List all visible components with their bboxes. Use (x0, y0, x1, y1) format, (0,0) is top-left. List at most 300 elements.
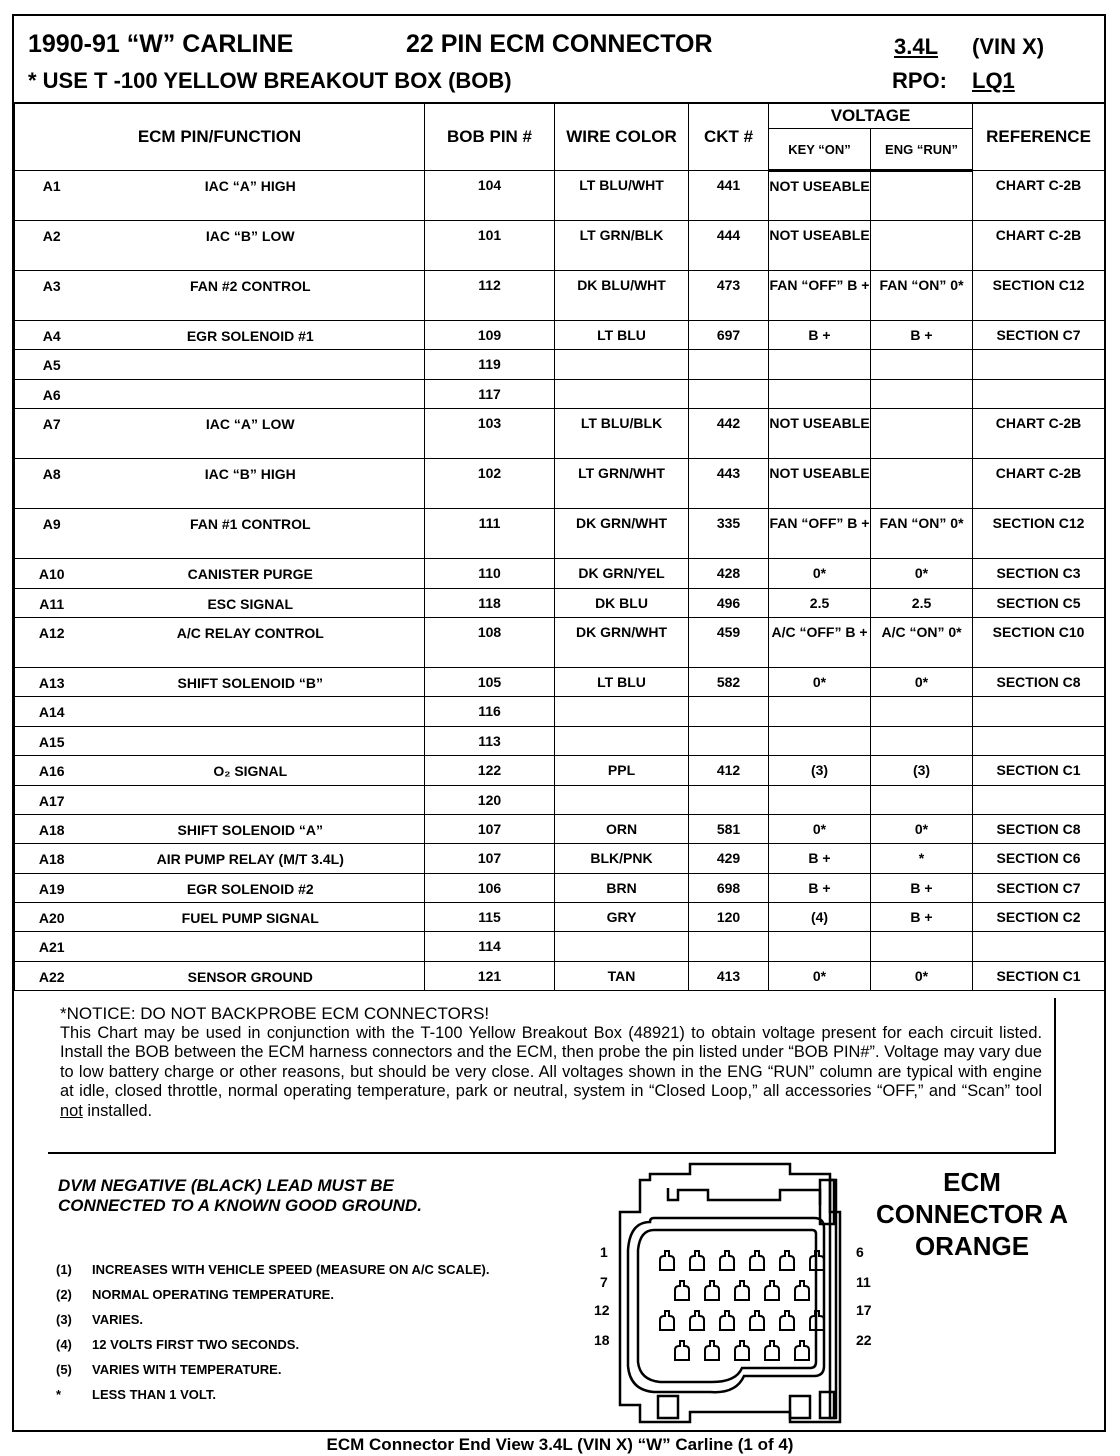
cell-key-on (769, 409, 871, 459)
cell-wire-color (555, 697, 689, 726)
cell-bob-pin (425, 961, 555, 990)
cell-pin-text: A10 (38, 566, 65, 583)
connector-pin-socket (765, 1341, 779, 1360)
cell-wire-color (555, 321, 689, 350)
cell-reference-text: SECTION C7 (996, 327, 1081, 343)
cell-pin-text: A22 (38, 968, 65, 985)
cell-key-on-text: B + (808, 850, 831, 867)
cell-pin (15, 932, 77, 961)
cell-key-on (769, 961, 871, 990)
cell-function-text: EGR SOLENOID #2 (186, 880, 314, 897)
cell-function (77, 379, 425, 408)
footnote-text: INCREASES WITH VEHICLE SPEED (MEASURE ON A/C SCALE). (92, 1262, 490, 1277)
cell-ckt (689, 873, 769, 902)
cell-key-on (769, 726, 871, 755)
cell-pin (15, 409, 77, 459)
cell-function (77, 873, 425, 902)
cell-pin (15, 321, 77, 350)
cell-function (77, 221, 425, 271)
cell-bob-pin-text: 105 (477, 673, 502, 690)
cell-reference-text: SECTION C8 (996, 673, 1081, 690)
cell-reference-text (973, 727, 1104, 731)
cell-pin (15, 271, 77, 321)
connector-label-line3: ORANGE (914, 1231, 1030, 1261)
cell-pin (15, 785, 77, 814)
cell-ckt-text: 443 (716, 465, 741, 482)
table-row (15, 667, 1105, 696)
cell-pin-text: A15 (38, 733, 65, 750)
cell-pin-text: A14 (38, 704, 65, 721)
footnote-text: VARIES. (92, 1312, 144, 1327)
cell-reference-text (973, 380, 1104, 384)
cell-pin (15, 697, 77, 726)
footnote-item (56, 1287, 490, 1312)
connector-pin-socket (705, 1341, 719, 1360)
cell-wire-color (555, 844, 689, 873)
table-row (15, 171, 1105, 221)
cell-function-text (77, 350, 425, 355)
cell-reference (973, 588, 1105, 617)
footnote-text: 12 VOLTS FIRST TWO SECONDS. (92, 1337, 300, 1352)
cell-function (77, 932, 425, 961)
cell-pin (15, 726, 77, 755)
connector-pin-socket (720, 1251, 734, 1270)
cell-wire-color (555, 667, 689, 696)
cell-wire-color (555, 932, 689, 961)
cell-wire-color (555, 785, 689, 814)
cell-bob-pin (425, 814, 555, 843)
cell-pin-text: A1 (42, 178, 61, 194)
cell-wire-color-text: LT GRN/WHT (578, 465, 665, 482)
header-voltage: VOLTAGE (769, 103, 973, 129)
cell-ckt-text: 429 (716, 850, 741, 867)
cell-bob-pin (425, 171, 555, 221)
cell-key-on-text: (4) (810, 909, 829, 926)
cell-function-text: SHIFT SOLENOID “B” (177, 674, 323, 691)
cell-pin (15, 903, 77, 932)
cell-bob-pin-text: 109 (477, 327, 502, 343)
cell-pin (15, 509, 77, 559)
cell-ckt (689, 459, 769, 509)
connector-label-line2: CONNECTOR A (875, 1199, 1069, 1229)
cell-eng-run (871, 814, 973, 843)
cell-reference-text: SECTION C10 (992, 623, 1085, 640)
cell-bob-pin (425, 271, 555, 321)
footnote-text: NORMAL OPERATING TEMPERATURE. (92, 1287, 334, 1302)
cell-eng-run-text: B + (910, 327, 933, 343)
table-row (15, 726, 1105, 755)
cell-function-text: IAC “B” LOW (205, 228, 295, 244)
connector-pin-socket (720, 1311, 734, 1330)
cell-wire-color-text: LT BLU (597, 327, 646, 343)
cell-bob-pin-text: 110 (478, 565, 501, 582)
connector-label (862, 1166, 1082, 1262)
connector-label-line1: ECM (943, 1167, 1001, 1197)
cell-reference (973, 459, 1105, 509)
header-eng-run: ENG “RUN” (871, 129, 973, 171)
cell-ckt (689, 903, 769, 932)
cell-eng-run (871, 844, 973, 873)
connector-pin-socket (750, 1251, 764, 1270)
cell-pin-text: A18 (38, 821, 65, 838)
cell-function-text: FAN #2 CONTROL (189, 278, 311, 294)
cell-pin-text: A16 (38, 763, 65, 780)
cell-function (77, 409, 425, 459)
cell-wire-color-text: BLK/PNK (590, 850, 653, 867)
cell-bob-pin (425, 873, 555, 902)
header-key-on: KEY “ON” (769, 129, 871, 171)
cell-key-on-text: 0* (812, 565, 827, 582)
cell-reference (973, 873, 1105, 902)
cell-key-on-text (769, 350, 870, 354)
cell-bob-pin-text: 113 (478, 732, 501, 749)
cell-wire-color-text: LT BLU (597, 673, 646, 690)
cell-bob-pin-text: 103 (477, 415, 502, 432)
cell-ckt-text: 581 (716, 820, 741, 837)
pin-label-6: 6 (856, 1244, 864, 1260)
cell-eng-run-text: B + (910, 879, 933, 896)
cell-eng-run (871, 873, 973, 902)
pin-label-17: 17 (856, 1302, 872, 1318)
cell-reference (973, 903, 1105, 932)
notice-title: *NOTICE: DO NOT BACKPROBE ECM CONNECTORS! (60, 1004, 490, 1023)
cell-key-on (769, 559, 871, 588)
cell-pin-text: A13 (38, 674, 65, 691)
cell-reference (973, 667, 1105, 696)
cell-bob-pin-text: 115 (478, 909, 501, 926)
table-row (15, 814, 1105, 843)
cell-eng-run-text: A/C “ON” 0* (881, 623, 962, 640)
cell-wire-color (555, 379, 689, 408)
notice-box (48, 998, 1056, 1154)
cell-function-text (77, 932, 425, 937)
footnote-key: (5) (56, 1362, 72, 1377)
cell-eng-run (871, 697, 973, 726)
cell-function-text: IAC “A” LOW (205, 416, 295, 433)
notice-body-post: installed. (82, 1101, 153, 1120)
cell-reference-text (973, 697, 1104, 701)
cell-function-text (77, 727, 425, 732)
table-row (15, 961, 1105, 990)
cell-ckt (689, 726, 769, 755)
cell-ckt (689, 785, 769, 814)
cell-function-text: FUEL PUMP SIGNAL (181, 910, 319, 927)
cell-ckt-text: 412 (716, 762, 741, 779)
cell-pin-text: A12 (38, 624, 65, 641)
cell-pin (15, 221, 77, 271)
footnote-item (56, 1362, 490, 1387)
cell-key-on-text: NOT USEABLE (769, 227, 870, 243)
cell-pin-text: A9 (42, 516, 61, 533)
cell-reference (973, 726, 1105, 755)
cell-pin (15, 459, 77, 509)
cell-eng-run (871, 588, 973, 617)
connector-pin-socket (765, 1281, 779, 1300)
connector-pin-socket (780, 1311, 794, 1330)
cell-pin (15, 873, 77, 902)
cell-bob-pin-text: 122 (477, 762, 502, 779)
cell-bob-pin (425, 321, 555, 350)
cell-ckt-text: 120 (716, 909, 741, 926)
connector-pin-socket (660, 1311, 674, 1330)
cell-eng-run (871, 409, 973, 459)
cell-pin (15, 617, 77, 667)
cell-key-on-text: FAN “OFF” B + (769, 515, 870, 532)
cell-wire-color (555, 873, 689, 902)
cell-wire-color (555, 588, 689, 617)
cell-wire-color-text: LT BLU/BLK (580, 415, 663, 432)
cell-reference-text (973, 932, 1104, 936)
cell-wire-color (555, 756, 689, 785)
cell-bob-pin-text: 117 (478, 385, 501, 402)
carline-title: 1990-91 “W” CARLINE (28, 30, 294, 58)
cell-pin-text: A8 (42, 466, 61, 483)
cell-wire-color-text (555, 786, 688, 790)
cell-bob-pin-text: 118 (478, 594, 501, 611)
table-row (15, 756, 1105, 785)
cell-key-on (769, 814, 871, 843)
cell-function-text: AIR PUMP RELAY (M/T 3.4L) (156, 851, 344, 868)
cell-eng-run (871, 667, 973, 696)
cell-ckt (689, 932, 769, 961)
cell-function (77, 459, 425, 509)
cell-pin (15, 588, 77, 617)
engine-size: 3.4L (894, 34, 939, 59)
cell-ckt (689, 271, 769, 321)
rpo-label: RPO: (892, 68, 947, 93)
cell-ckt (689, 697, 769, 726)
cell-reference (973, 814, 1105, 843)
cell-eng-run-text: 2.5 (911, 594, 932, 611)
cell-wire-color-text (555, 350, 688, 354)
cell-ckt-text: 697 (716, 327, 741, 343)
cell-eng-run (871, 726, 973, 755)
cell-ckt-text (689, 727, 768, 731)
header-bob-pin: BOB PIN # (425, 103, 555, 171)
cell-function-text (77, 380, 425, 385)
cell-pin-text: A7 (42, 416, 61, 433)
cell-function (77, 509, 425, 559)
cell-reference-text: SECTION C3 (996, 565, 1081, 582)
cell-eng-run-text: FAN “ON” 0* (879, 515, 964, 532)
cell-key-on (769, 697, 871, 726)
cell-wire-color-text: ORN (605, 820, 638, 837)
cell-key-on-text: FAN “OFF” B + (769, 277, 870, 293)
cell-ckt-text: 441 (716, 177, 741, 193)
rpo-value: LQ1 (972, 68, 1015, 93)
cell-key-on-text (769, 786, 870, 790)
cell-pin (15, 814, 77, 843)
cell-eng-run (871, 617, 973, 667)
cell-function (77, 961, 425, 990)
cell-key-on-text: 0* (812, 673, 827, 690)
cell-reference-text: SECTION C12 (992, 277, 1085, 293)
cell-reference-text: CHART C-2B (995, 177, 1082, 193)
cell-pin-text: A6 (42, 386, 61, 403)
header-ckt: CKT # (689, 103, 769, 171)
cell-function (77, 667, 425, 696)
cell-ckt (689, 617, 769, 667)
connector-pin-socket (735, 1341, 749, 1360)
cell-ckt (689, 814, 769, 843)
cell-reference (973, 961, 1105, 990)
cell-eng-run-text: B + (910, 909, 933, 926)
table-row (15, 321, 1105, 350)
footnote-item (56, 1337, 490, 1362)
cell-pin-text: A17 (38, 792, 65, 809)
cell-reference-text: SECTION C5 (996, 594, 1081, 611)
footnotes (56, 1262, 490, 1412)
cell-pin (15, 844, 77, 873)
cell-key-on (769, 932, 871, 961)
cell-function-text: EGR SOLENOID #1 (186, 328, 314, 344)
cell-eng-run-text: 0* (914, 967, 929, 984)
cell-wire-color-text: DK GRN/WHT (576, 623, 668, 640)
cell-eng-run-text (871, 409, 972, 413)
cell-key-on-text: B + (808, 879, 831, 896)
cell-reference (973, 844, 1105, 873)
cell-eng-run (871, 171, 973, 221)
cell-eng-run (871, 559, 973, 588)
cell-ckt (689, 559, 769, 588)
cell-eng-run-text: 0* (914, 673, 929, 690)
cell-wire-color-text: DK GRN/YEL (578, 565, 665, 582)
cell-wire-color-text: GRY (606, 909, 637, 926)
table-row (15, 588, 1105, 617)
cell-key-on (769, 321, 871, 350)
table-row (15, 559, 1105, 588)
cell-ckt (689, 667, 769, 696)
cell-ckt-text: 473 (716, 277, 741, 293)
footnote-key: * (56, 1387, 62, 1402)
cell-pin (15, 379, 77, 408)
cell-bob-pin-text: 121 (477, 967, 502, 984)
cell-ckt (689, 350, 769, 379)
cell-key-on (769, 785, 871, 814)
figure-caption: ECM Connector End View 3.4L (VIN X) “W” Carline (1 of 4) (326, 1435, 794, 1454)
cell-reference-text: SECTION C12 (992, 515, 1085, 532)
cell-key-on (769, 873, 871, 902)
cell-key-on-text: NOT USEABLE (769, 178, 870, 194)
bob-note: * USE T -100 YELLOW BREAKOUT BOX (BOB) (28, 68, 512, 93)
footnote-text: LESS THAN 1 VOLT. (92, 1387, 216, 1402)
notice-body-pre: This Chart may be used in conjunction with the T-100 Yellow Breakout Box (48921) to obtain voltage present for each circuit listed. Install the BOB between the ECM harness connectors and the ECM, then probe the pin listed under “BOB PIN#”. Voltage may vary due to low battery charge or other reasons, but should be very close. All voltages shown in the ENG “RUN” column are typical with engine at idle, closed throttle, normal operating temperature, park or neutral, system in “Closed Loop,” all accessories “OFF,” and “Scan” tool (60, 1023, 1042, 1100)
connector-pin-socket (795, 1341, 809, 1360)
footnote-item (56, 1312, 490, 1337)
cell-function-text: IAC “B” HIGH (204, 466, 296, 483)
cell-bob-pin-text: 112 (478, 277, 501, 293)
cell-pin (15, 559, 77, 588)
cell-key-on-text: 2.5 (809, 594, 830, 611)
cell-ckt (689, 588, 769, 617)
cell-bob-pin (425, 221, 555, 271)
cell-wire-color-text: LT BLU/WHT (579, 177, 664, 193)
cell-ckt (689, 221, 769, 271)
cell-reference-text: SECTION C7 (996, 879, 1081, 896)
cell-function (77, 559, 425, 588)
cell-eng-run (871, 350, 973, 379)
cell-ckt-text (689, 932, 768, 936)
table-row (15, 379, 1105, 408)
cell-function (77, 844, 425, 873)
cell-function (77, 271, 425, 321)
cell-bob-pin-text: 120 (477, 791, 502, 808)
cell-bob-pin (425, 756, 555, 785)
cell-bob-pin (425, 509, 555, 559)
cell-eng-run-text: 0* (914, 565, 929, 582)
cell-eng-run (871, 756, 973, 785)
cell-eng-run (871, 932, 973, 961)
pin-label-12: 12 (594, 1302, 610, 1318)
cell-ckt-text (689, 350, 768, 354)
header-wire-color: WIRE COLOR (555, 103, 689, 171)
cell-eng-run-text (871, 221, 972, 225)
table-row (15, 509, 1105, 559)
vin-code: (VIN X) (972, 34, 1045, 59)
cell-ckt (689, 379, 769, 408)
cell-wire-color-text: TAN (607, 967, 636, 984)
cell-bob-pin-text: 104 (477, 177, 502, 193)
cell-key-on (769, 667, 871, 696)
cell-bob-pin (425, 726, 555, 755)
cell-bob-pin-text: 107 (477, 850, 502, 867)
cell-ckt (689, 961, 769, 990)
cell-function (77, 617, 425, 667)
connector-pin-socket (705, 1281, 719, 1300)
header (14, 16, 1104, 104)
cell-eng-run (871, 903, 973, 932)
cell-eng-run-text (871, 380, 972, 384)
cell-function (77, 171, 425, 221)
cell-ckt-text: 442 (716, 415, 741, 432)
cell-bob-pin (425, 559, 555, 588)
cell-key-on (769, 379, 871, 408)
notice-body-underlined: not (60, 1101, 83, 1120)
cell-function-text: SHIFT SOLENOID “A” (177, 821, 323, 838)
cell-key-on (769, 271, 871, 321)
cell-bob-pin-text: 101 (477, 227, 502, 243)
table-row (15, 903, 1105, 932)
cell-wire-color (555, 350, 689, 379)
cell-function (77, 350, 425, 379)
cell-reference (973, 271, 1105, 321)
table-row (15, 932, 1105, 961)
cell-ckt-text: 428 (716, 565, 741, 582)
cell-function (77, 756, 425, 785)
cell-eng-run (871, 271, 973, 321)
cell-pin-text: A11 (39, 595, 65, 612)
cell-key-on (769, 617, 871, 667)
connector-pin-socket (690, 1311, 704, 1330)
cell-key-on (769, 509, 871, 559)
cell-wire-color-text (555, 727, 688, 731)
table-row (15, 697, 1105, 726)
cell-wire-color (555, 726, 689, 755)
table-row (15, 873, 1105, 902)
cell-eng-run-text (871, 932, 972, 936)
cell-pin-text: A4 (42, 328, 61, 344)
cell-reference-text: SECTION C6 (996, 850, 1081, 867)
cell-bob-pin (425, 379, 555, 408)
cell-bob-pin-text: 114 (478, 938, 501, 955)
cell-key-on-text (769, 697, 870, 701)
pin-label-11: 11 (856, 1274, 871, 1290)
cell-eng-run-text (871, 697, 972, 701)
cell-ckt (689, 409, 769, 459)
cell-wire-color (555, 509, 689, 559)
cell-key-on (769, 756, 871, 785)
cell-pin (15, 350, 77, 379)
